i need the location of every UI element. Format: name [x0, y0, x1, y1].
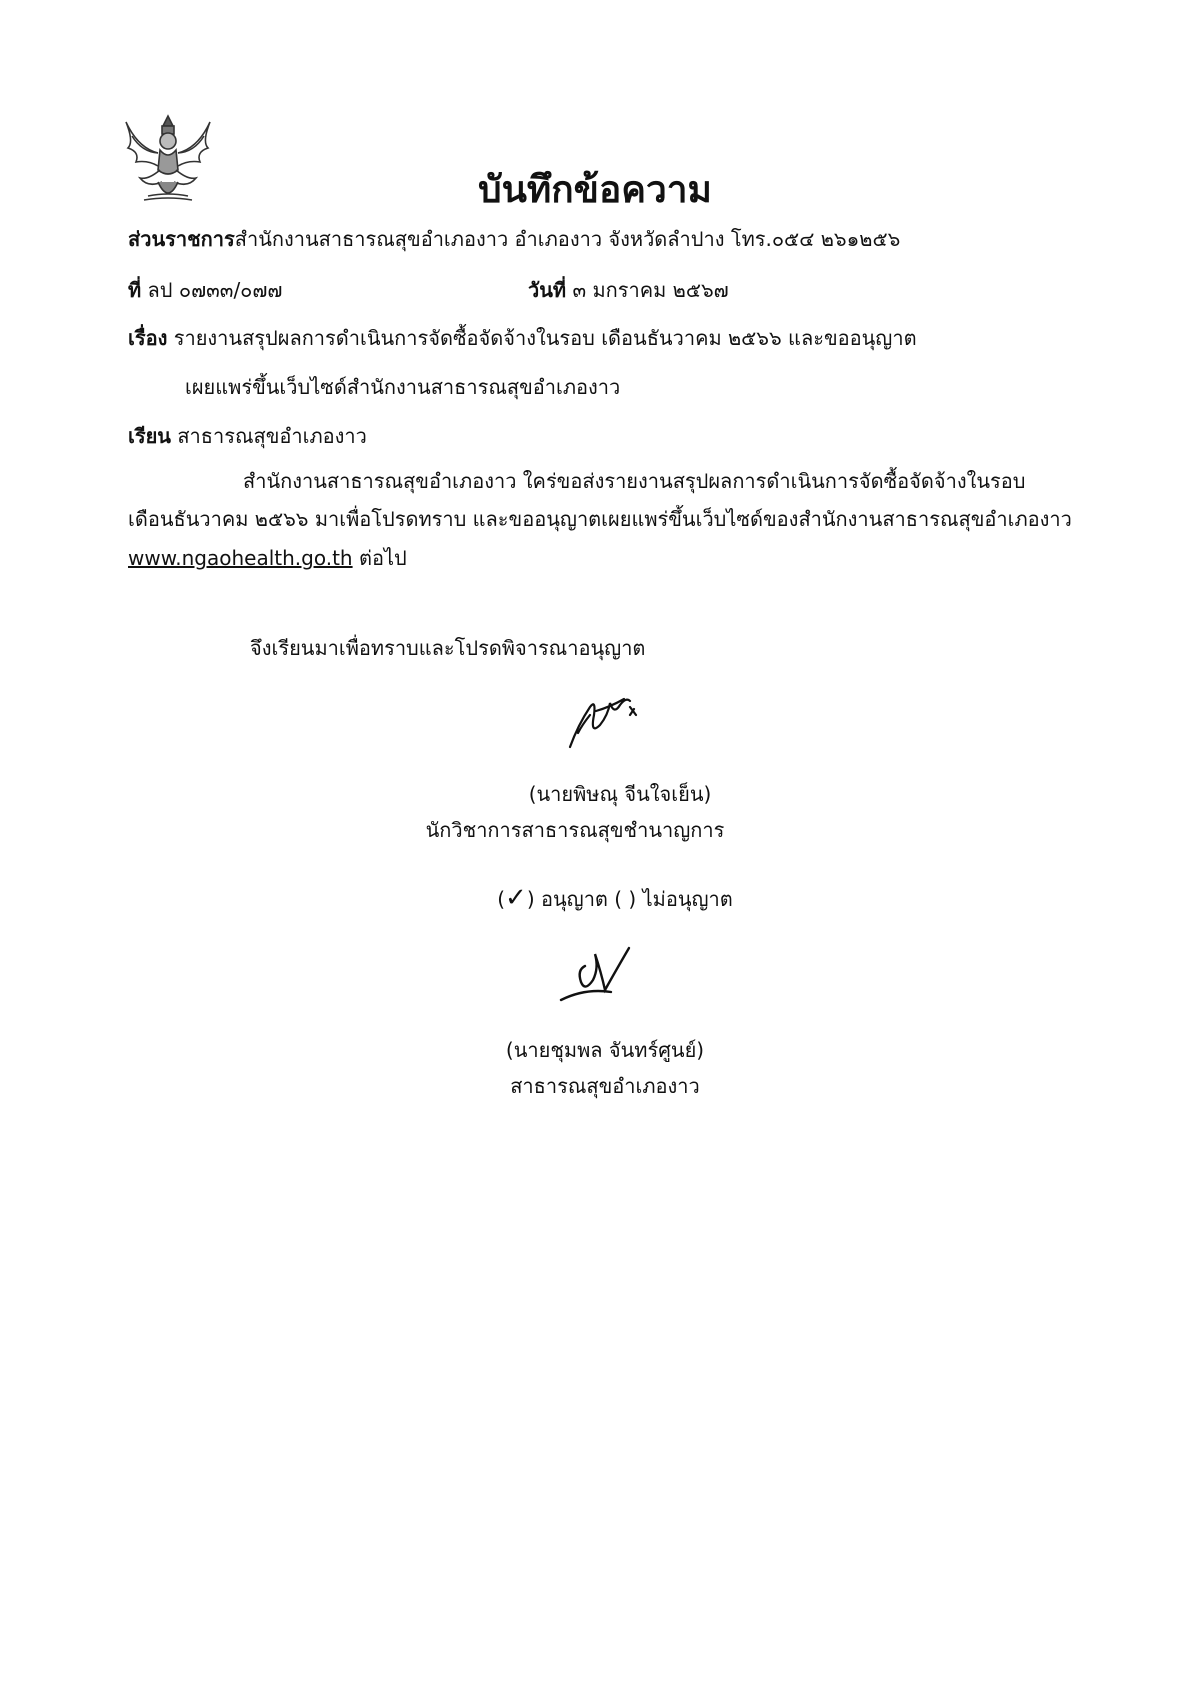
- checkmark-icon: ✓: [505, 883, 527, 913]
- reference-number: ลป ๐๗๓๓/๐๗๗: [147, 278, 283, 302]
- body-suffix: ต่อไป: [352, 546, 407, 570]
- reference-label: ที่: [128, 278, 142, 302]
- page-title: บันทึกข้อความ: [478, 168, 712, 211]
- date-line: [528, 276, 729, 304]
- agency-label: ส่วนราชการ: [128, 227, 235, 251]
- approval-open-paren: (: [497, 887, 506, 911]
- recipient-line: [128, 422, 367, 450]
- date-text: ๓ มกราคม ๒๕๖๗: [572, 278, 729, 302]
- subject-continuation: เผยแพร่ขึ้นเว็บไซด์สำนักงานสาธารณสุขอำเภองาว: [185, 375, 621, 399]
- signature-1-icon: [560, 685, 650, 755]
- agency-text: สำนักงานสาธารณสุขอำเภองาว อำเภองาว จังหวัดลำปาง โทร.๐๕๔ ๒๖๑๒๕๖: [234, 227, 901, 251]
- body-paragraph-line: สำนักงานสาธารณสุขอำเภองาว ใคร่ขอส่งรายงานสรุปผลการดำเนินการจัดซื้อจัดจ้างในรอบ: [243, 469, 1026, 493]
- signer-1-position: นักวิชาการสาธารณสุขชำนาญการ: [425, 818, 725, 842]
- recipient-text: สาธารณสุขอำเภองาว: [177, 424, 367, 448]
- closing-statement: จึงเรียนมาเพื่อทราบและโปรดพิจารณาอนุญาต: [250, 636, 646, 660]
- signer-2-name: (นายชุมพล จันทร์ศูนย์): [505, 1038, 705, 1062]
- subject-line: [128, 324, 917, 352]
- approval-text: ) อนุญาต ( ) ไม่อนุญาต: [526, 887, 733, 911]
- subject-label: เรื่อง: [128, 326, 168, 350]
- date-label: วันที่: [528, 278, 567, 302]
- agency-line: [128, 225, 900, 253]
- approval-options: [0, 884, 1190, 913]
- subject-text: รายงานสรุปผลการดำเนินการจัดซื้อจัดจ้างในรอบ เดือนธันวาคม ๒๕๖๖ และขออนุญาต: [173, 326, 917, 350]
- website-link[interactable]: www.ngaohealth.go.th: [128, 546, 353, 570]
- body-paragraph-line: เดือนธันวาคม ๒๕๖๖ มาเพื่อโปรดทราบ และขออนุญาตเผยแพร่ขึ้นเว็บไซด์ของสำนักงานสาธารณสุขอำเภองาว: [128, 507, 1072, 531]
- recipient-label: เรียน: [128, 424, 171, 448]
- signer-1-name: (นายพิษณุ จีนใจเย็น): [528, 782, 712, 806]
- body-paragraph-line: [128, 544, 407, 572]
- reference-line: [128, 276, 282, 304]
- signature-2-icon: [555, 942, 650, 1010]
- signer-2-position: สาธารณสุขอำเภองาว: [510, 1074, 700, 1098]
